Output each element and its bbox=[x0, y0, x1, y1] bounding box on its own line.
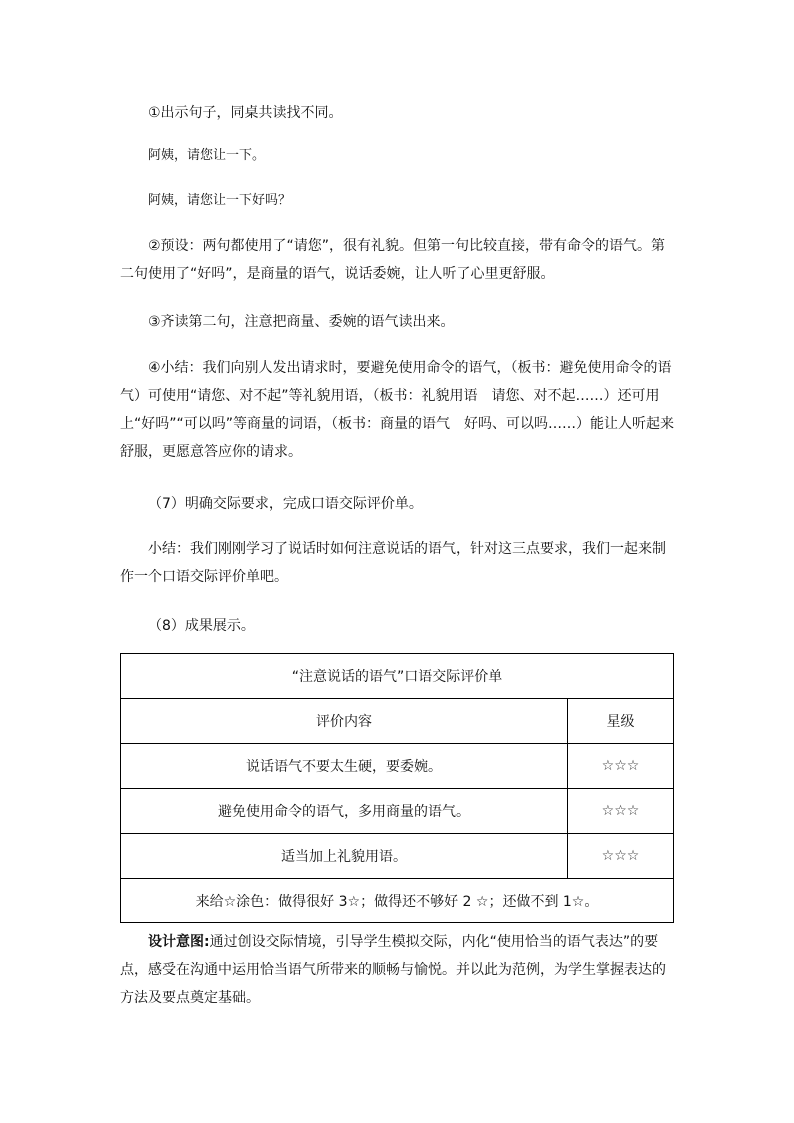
row-content: 适当加上礼貌用语。 bbox=[121, 834, 568, 879]
design-intent-paragraph bbox=[120, 928, 675, 1012]
row-rating-stars: ☆☆☆ bbox=[568, 744, 674, 789]
step-8-heading: （8）成果展示。 bbox=[148, 618, 255, 634]
design-intent-text: 通过创设交际情境，引导学生模拟交际，内化“使用恰当的语气表达”的要点，感受在沟通中运用恰当语气所带来的顺畅与愉悦。并以此为范例，为学生掌握表达的方法及要点奠定基础。 bbox=[120, 934, 666, 1006]
table-row bbox=[121, 834, 674, 879]
table-footer-instruction: 来给☆涂色：做得很好 3☆；做得还不够好 2 ☆；还做不到 1☆。 bbox=[121, 879, 674, 923]
example-sentence-1: 阿姨，请您让一下。 bbox=[148, 148, 266, 163]
table-row bbox=[121, 789, 674, 834]
row-content: 避免使用命令的语气，多用商量的语气。 bbox=[121, 789, 568, 834]
row-content: 说话语气不要太生硬，要委婉。 bbox=[121, 744, 568, 789]
header-rating: 星级 bbox=[568, 699, 674, 744]
row-rating-stars: ☆☆☆ bbox=[568, 834, 674, 879]
step-3-text: ③齐读第二句，注意把商量、委婉的语气读出来。 bbox=[148, 314, 455, 330]
step-4-summary: ④小结：我们向别人发出请求时，要避免使用命令的语气，（板书：避免使用命令的语气）可使用“请您、对不起”等礼貌用语，（板书：礼貌用语 请您、对不起……）还可用上“好吗”“可以吗”等商量的词语，（板书：商量的语气 好吗、可以吗……）能让人听起来舒服，更愿意答应你的请求。 bbox=[120, 360, 675, 460]
evaluation-table bbox=[120, 653, 674, 923]
step-2-text: ②预设：两句都使用了“请您”，很有礼貌。但第一句比较直接，带有命令的语气。第二句使用了“好吗”，是商量的语气，说话委婉，让人听了心里更舒服。 bbox=[120, 238, 666, 282]
example-sentence-2: 阿姨，请您让一下好吗？ bbox=[148, 193, 292, 208]
row-rating-stars: ☆☆☆ bbox=[568, 789, 674, 834]
summary-text: 小结：我们刚刚学习了说话时如何注意说话的语气，针对这三点要求，我们一起来制作一个口语交际评价单吧。 bbox=[120, 541, 666, 585]
header-content: 评价内容 bbox=[121, 699, 568, 744]
design-intent-label: 设计意图: bbox=[148, 934, 210, 950]
step-1-text: ①出示句子，同桌共读找不同。 bbox=[148, 105, 343, 121]
step-7-heading: （7）明确交际要求，完成口语交际评价单。 bbox=[148, 496, 423, 512]
table-title: “注意说话的语气”口语交际评价单 bbox=[121, 654, 674, 699]
table-row bbox=[121, 744, 674, 789]
